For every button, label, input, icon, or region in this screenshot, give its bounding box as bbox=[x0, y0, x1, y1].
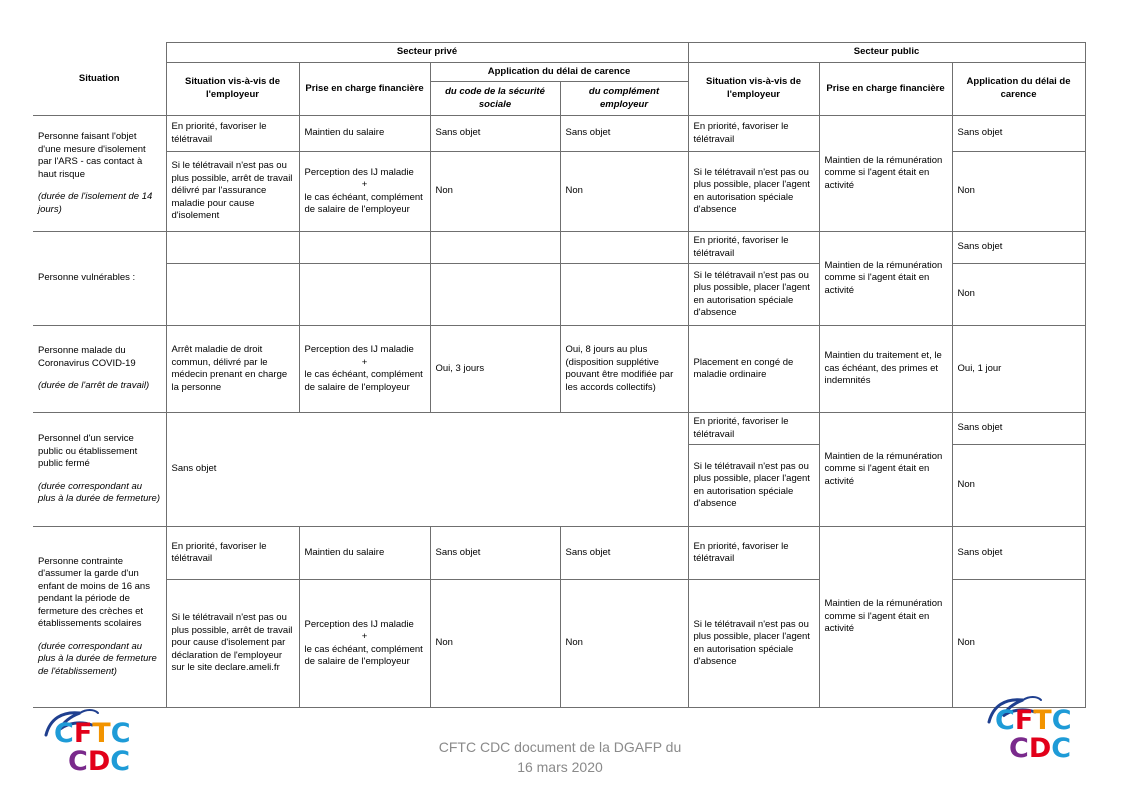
arret-cell: Arrêt maladie de droit commun, délivré par le médecin prenant en charge la personne bbox=[166, 326, 299, 413]
public-asa-cell: Si le télétravail n'est pas ou plus possible, placer l'agent en autorisation spéciale d'absence bbox=[688, 264, 819, 326]
situation-cell: Personne faisant l'objet d'une mesure d'isolement par l'ARS - cas contact à haut risque (durée de l'isolement de 14 jours) bbox=[33, 116, 166, 232]
public-situation-cell: Placement en congé de maladie ordinaire bbox=[688, 326, 819, 413]
public-prise-cell: Maintien de la rémunération comme si l'agent était en activité bbox=[819, 413, 952, 527]
situation-cell: Personne contrainte d'assumer la garde d'un enfant de moins de 16 ans pendant la période de fermeture des crèches et établissements scolaires (durée correspondant au plus à la durée de fermeture de l'établissement) bbox=[33, 527, 166, 708]
public-asa-cell: Si le télétravail n'est pas ou plus possible, placer l'agent en autorisation spéciale d'absence bbox=[688, 445, 819, 527]
ij-cell: Perception des IJ maladie + le cas échéant, complément de salaire de l'employeur bbox=[299, 580, 430, 708]
header-prise-en-charge-public: Prise en charge financière bbox=[819, 62, 952, 116]
covid-situations-table bbox=[33, 42, 1086, 708]
header-situation-employeur: Situation vis-à-vis de l'employeur bbox=[166, 62, 299, 116]
public-asa-cell: Si le télétravail n'est pas ou plus possible, placer l'agent en autorisation spéciale d'absence bbox=[688, 152, 819, 232]
public-carence-cell: Sans objet bbox=[952, 527, 1085, 580]
header-prise-en-charge: Prise en charge financière bbox=[299, 62, 430, 116]
carence-employeur-cell: Sans objet bbox=[560, 116, 688, 152]
public-carence-cell: Non bbox=[952, 264, 1085, 326]
header-carence-public: Application du délai de carence bbox=[952, 62, 1085, 116]
header-code-secu: du code de la sécurité sociale bbox=[430, 82, 560, 116]
teletravail-cell: En priorité, favoriser le télétravail bbox=[166, 527, 299, 580]
public-prise-cell: Maintien de la rémunération comme si l'agent était en activité bbox=[819, 527, 952, 708]
arret-cell: Si le télétravail n'est pas ou plus possible, arrêt de travail pour cause d'isolement par déclaration de l'employeur sur le site declare.ameli.fr bbox=[166, 580, 299, 708]
public-teletravail-cell: En priorité, favoriser le télétravail bbox=[688, 413, 819, 445]
maintien-salaire-cell: Maintien du salaire bbox=[299, 527, 430, 580]
header-secteur-public: Secteur public bbox=[688, 43, 1085, 63]
header-situation: Situation bbox=[33, 43, 166, 116]
public-teletravail-cell: En priorité, favoriser le télétravail bbox=[688, 232, 819, 264]
empty-cell bbox=[299, 264, 430, 326]
footer-line-2: 16 mars 2020 bbox=[517, 759, 603, 775]
carence-secu-cell: Non bbox=[430, 152, 560, 232]
public-teletravail-cell: En priorité, favoriser le télétravail bbox=[688, 527, 819, 580]
empty-cell bbox=[166, 264, 299, 326]
public-carence-cell: Sans objet bbox=[952, 116, 1085, 152]
sans-objet-cell: Sans objet bbox=[166, 413, 688, 527]
empty-cell bbox=[299, 232, 430, 264]
logo-word-1: CFTC bbox=[995, 705, 1072, 736]
carence-secu-cell: Oui, 3 jours bbox=[430, 326, 560, 413]
header-situation-employeur-public: Situation vis-à-vis de l'employeur bbox=[688, 62, 819, 116]
teletravail-cell: En priorité, favoriser le télétravail bbox=[166, 116, 299, 152]
table-row bbox=[33, 413, 1085, 445]
situation-cell: Personnel d'un service public ou établissement public fermé (durée correspondant au plus à la durée de fermeture) bbox=[33, 413, 166, 527]
maintien-salaire-cell: Maintien du salaire bbox=[299, 116, 430, 152]
carence-secu-cell: Non bbox=[430, 580, 560, 708]
header-complement-employeur: du complément employeur bbox=[560, 82, 688, 116]
carence-employeur-cell: Oui, 8 jours au plus (disposition supplétive pouvant être modifiée par les accords collectifs) bbox=[560, 326, 688, 413]
footer-line-1: CFTC CDC document de la DGAFP du bbox=[438, 739, 682, 755]
situation-cell: Personne malade du Coronavirus COVID-19 (durée de l'arrêt de travail) bbox=[33, 326, 166, 413]
empty-cell bbox=[166, 232, 299, 264]
public-prise-cell: Maintien de la rémunération comme si l'agent était en activité bbox=[819, 232, 952, 326]
public-teletravail-cell: En priorité, favoriser le télétravail bbox=[688, 116, 819, 152]
empty-cell bbox=[430, 232, 560, 264]
table-row bbox=[33, 527, 1085, 580]
empty-cell bbox=[560, 232, 688, 264]
arret-cell: Si le télétravail n'est pas ou plus possible, arrêt de travail délivré par l'assurance maladie pour cause d'isolement bbox=[166, 152, 299, 232]
public-prise-cell: Maintien du traitement et, le cas échéant, des primes et indemnités bbox=[819, 326, 952, 413]
logo-word-1: CFTC bbox=[54, 718, 131, 749]
situation-cell: Personne vulnérables : bbox=[33, 232, 166, 326]
table-row bbox=[33, 232, 1085, 264]
public-carence-cell: Sans objet bbox=[952, 413, 1085, 445]
carence-employeur-cell: Non bbox=[560, 152, 688, 232]
logo-word-2: CDC bbox=[1009, 733, 1072, 764]
ij-cell: Perception des IJ maladie + le cas échéant, complément de salaire de l'employeur bbox=[299, 152, 430, 232]
ij-cell: Perception des IJ maladie + le cas échéant, complément de salaire de l'employeur bbox=[299, 326, 430, 413]
public-carence-cell: Non bbox=[952, 580, 1085, 708]
empty-cell bbox=[430, 264, 560, 326]
table-row bbox=[33, 326, 1085, 413]
empty-cell bbox=[560, 264, 688, 326]
public-carence-cell: Non bbox=[952, 152, 1085, 232]
public-prise-cell: Maintien de la rémunération comme si l'agent était en activité bbox=[819, 116, 952, 232]
cftc-cdc-logo bbox=[42, 707, 142, 777]
public-carence-cell: Sans objet bbox=[952, 232, 1085, 264]
public-carence-cell: Oui, 1 jour bbox=[952, 326, 1085, 413]
header-secteur-prive: Secteur privé bbox=[166, 43, 688, 63]
table-row bbox=[33, 116, 1085, 152]
footer-caption bbox=[380, 737, 740, 777]
carence-employeur-cell: Sans objet bbox=[560, 527, 688, 580]
carence-employeur-cell: Non bbox=[560, 580, 688, 708]
header-carence-prive: Application du délai de carence bbox=[430, 62, 688, 82]
public-asa-cell: Si le télétravail n'est pas ou plus possible, placer l'agent en autorisation spéciale d'absence bbox=[688, 580, 819, 708]
public-carence-cell: Non bbox=[952, 445, 1085, 527]
cftc-cdc-logo-right bbox=[983, 694, 1083, 764]
carence-secu-cell: Sans objet bbox=[430, 527, 560, 580]
carence-secu-cell: Sans objet bbox=[430, 116, 560, 152]
logo-word-2: CDC bbox=[68, 746, 131, 777]
